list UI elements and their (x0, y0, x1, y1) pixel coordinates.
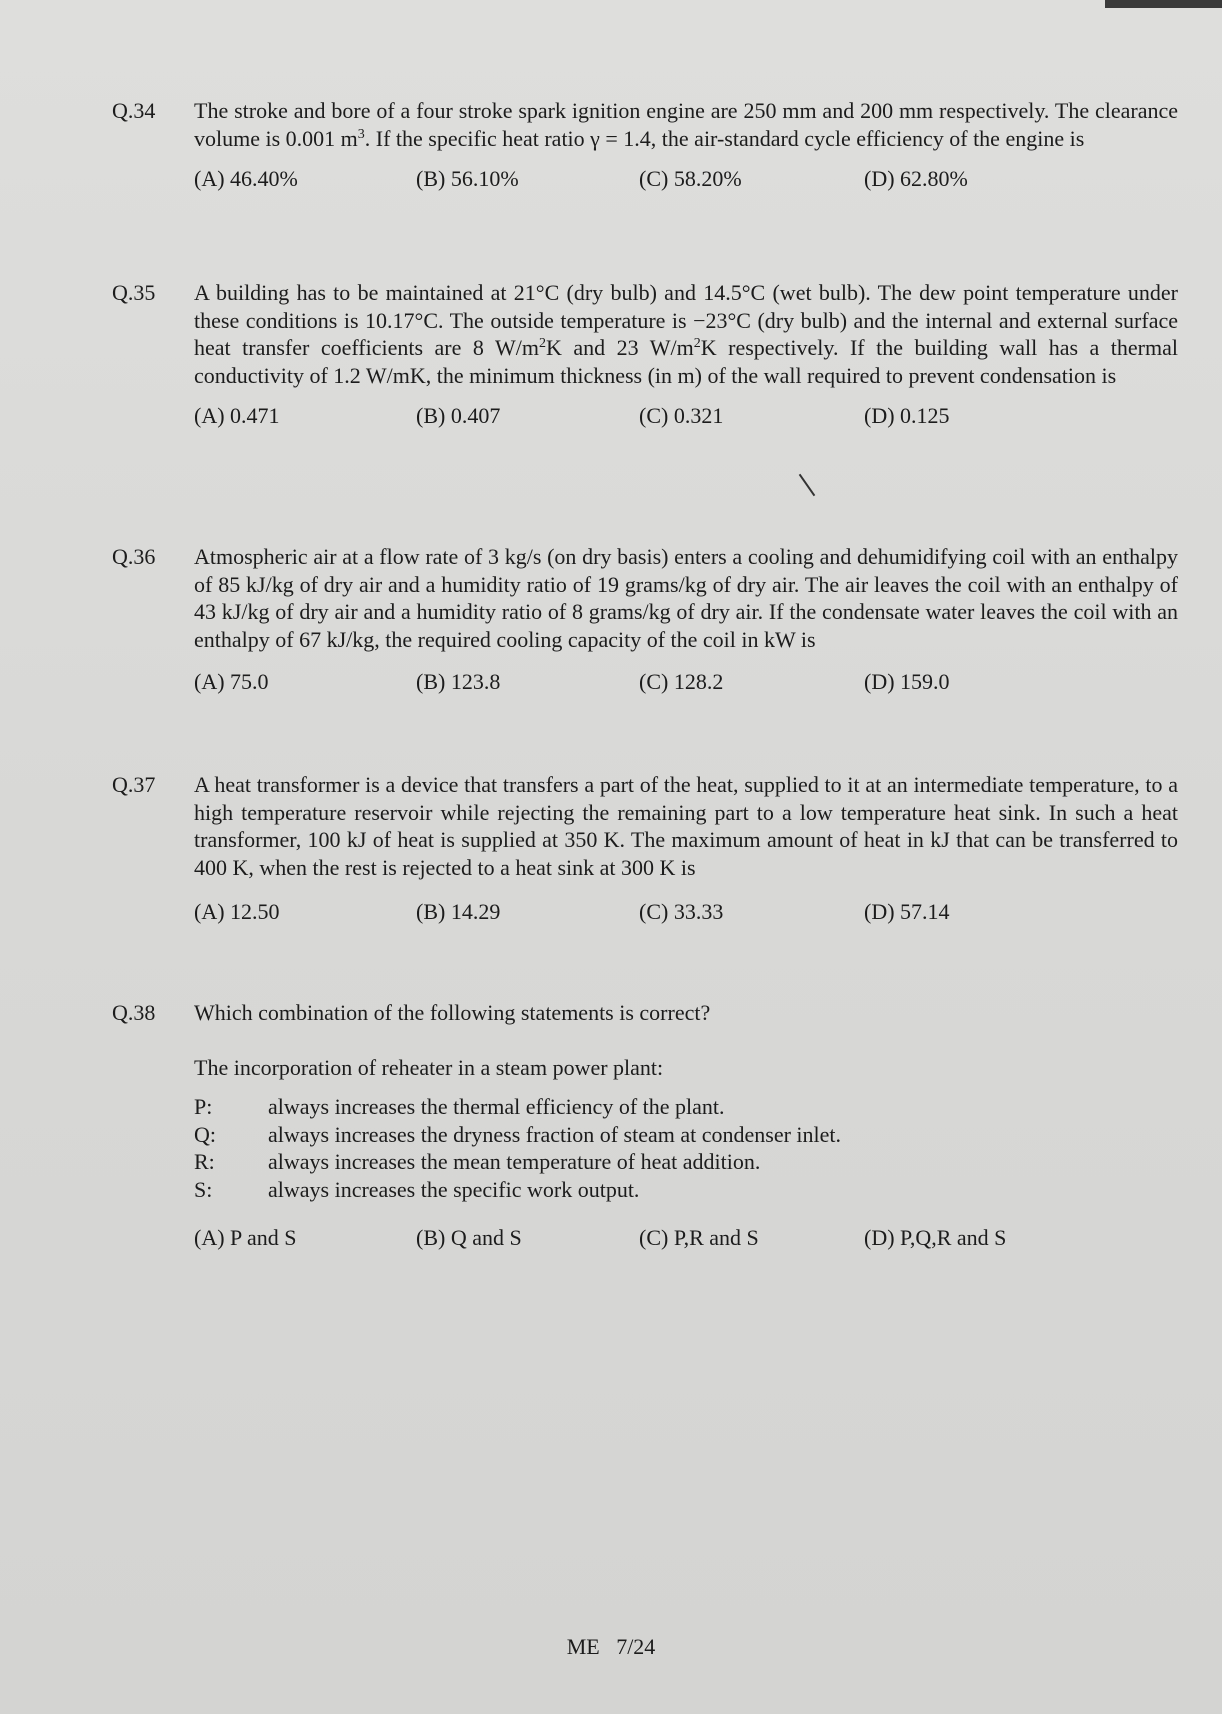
question-text: Which combination of the following statements is correct? (194, 1000, 711, 1025)
option-c[interactable]: (C) P,R and S (639, 1225, 759, 1250)
option-d[interactable]: (D) 57.14 (864, 899, 950, 924)
options (194, 166, 1072, 196)
question-text: Atmospheric air at a flow rate of 3 kg/s (on dry basis) enters a cooling and dehumidifying coil with an enthalpy of 85 kJ/kg of dry air and a humidity ratio of 19 grams/kg of dry air. The air leaves the coil with an enthalpy of 43 kJ/kg of dry air and a humidity ratio of 8 grams/kg of dry air. If the condensate water leaves the coil with an enthalpy of 67 kJ/kg, the required cooling capacity of the coil in kW is (194, 544, 1178, 652)
question-number: Q.34 (112, 98, 156, 123)
option-d[interactable]: (D) 62.80% (864, 166, 968, 191)
options (194, 403, 1072, 433)
option-d[interactable]: (D) 159.0 (864, 669, 950, 694)
option-a[interactable]: (A) 0.471 (194, 403, 280, 428)
statement-label: S: (194, 1176, 213, 1202)
statement-label: R: (194, 1149, 215, 1174)
question-text: The stroke and bore of a four stroke spark ignition engine are 250 mm and 200 mm respectively. The clearance volume is 0.001 $m^3$. If the specific heat ratio γ = 1.4, the air-standard cycle efficiency of the engine is (194, 98, 1178, 151)
option-b[interactable]: (B) 123.8 (416, 669, 501, 694)
option-b[interactable]: (B) Q and S (416, 1225, 522, 1250)
pen-mark (799, 474, 816, 496)
option-c[interactable]: (C) 128.2 (639, 669, 724, 694)
question-number: Q.36 (112, 544, 156, 569)
option-c[interactable]: (C) 33.33 (639, 899, 724, 924)
option-a[interactable]: (A) 46.40% (194, 166, 298, 191)
scan-edge (1105, 0, 1222, 8)
question-text: A heat transformer is a device that transfers a part of the heat, supplied to it at an intermediate temperature, to a high temperature reservoir while rejecting the remaining part to a low temperature heat sink. In such a heat transformer, 100 kJ of heat is supplied at 350 K. The maximum amount of heat in kJ that can be transferred to 400 K, when the rest is rejected to a heat sink at 300 K is (194, 772, 1178, 880)
question-intro: The incorporation of reheater in a steam power plant: (194, 1054, 664, 1080)
question-35 (112, 279, 1178, 433)
statement-q (194, 1121, 1072, 1149)
page-footer: ME 7/24 (566, 1634, 656, 1659)
statement-text: always increases the mean temperature of heat addition. (268, 1149, 761, 1174)
statement-p (194, 1093, 1072, 1121)
option-c[interactable]: (C) 58.20% (639, 166, 742, 191)
question-number: Q.38 (112, 1000, 156, 1025)
question-text: A building has to be maintained at 21°C (dry bulb) and 14.5°C (wet bulb). The dew point temperature under these conditions is 10.17°C. The outside temperature is −23°C (dry bulb) and the internal and external surface heat transfer coefficients are 8 $W/m^2K$ and 23 $W/m^2K$ respectively. If the building wall has a thermal conductivity of 1.2 W/mK, the minimum thickness (in m) of the wall required to prevent condensation is (194, 280, 1178, 388)
statement-label: Q: (194, 1121, 216, 1147)
option-b[interactable]: (B) 14.29 (416, 899, 501, 924)
statement-text: always increases the specific work output. (268, 1176, 640, 1202)
option-c[interactable]: (C) 0.321 (639, 403, 724, 428)
statement-s (194, 1176, 1072, 1204)
option-a[interactable]: (A) 75.0 (194, 669, 269, 694)
statement-text: always increases the dryness fraction of steam at condenser inlet. (268, 1121, 842, 1147)
options (194, 899, 1072, 929)
question-number: Q.37 (112, 772, 156, 797)
question-37 (112, 771, 1178, 929)
question-36 (112, 543, 1178, 699)
option-b[interactable]: (B) 56.10% (416, 166, 519, 191)
option-a[interactable]: (A) P and S (194, 1225, 297, 1250)
question-number: Q.35 (112, 280, 156, 305)
statement-label: P: (194, 1094, 213, 1119)
options (194, 1225, 1072, 1255)
question-34 (112, 97, 1178, 196)
option-a[interactable]: (A) 12.50 (194, 899, 280, 924)
option-d[interactable]: (D) P,Q,R and S (864, 1225, 1007, 1250)
statement-text: always increases the thermal efficiency of the plant. (268, 1094, 725, 1119)
options (194, 669, 1072, 699)
statement-r (194, 1148, 1072, 1176)
statement-list (194, 1093, 1072, 1203)
question-38 (112, 999, 1072, 1255)
option-b[interactable]: (B) 0.407 (416, 403, 501, 428)
option-d[interactable]: (D) 0.125 (864, 403, 950, 428)
